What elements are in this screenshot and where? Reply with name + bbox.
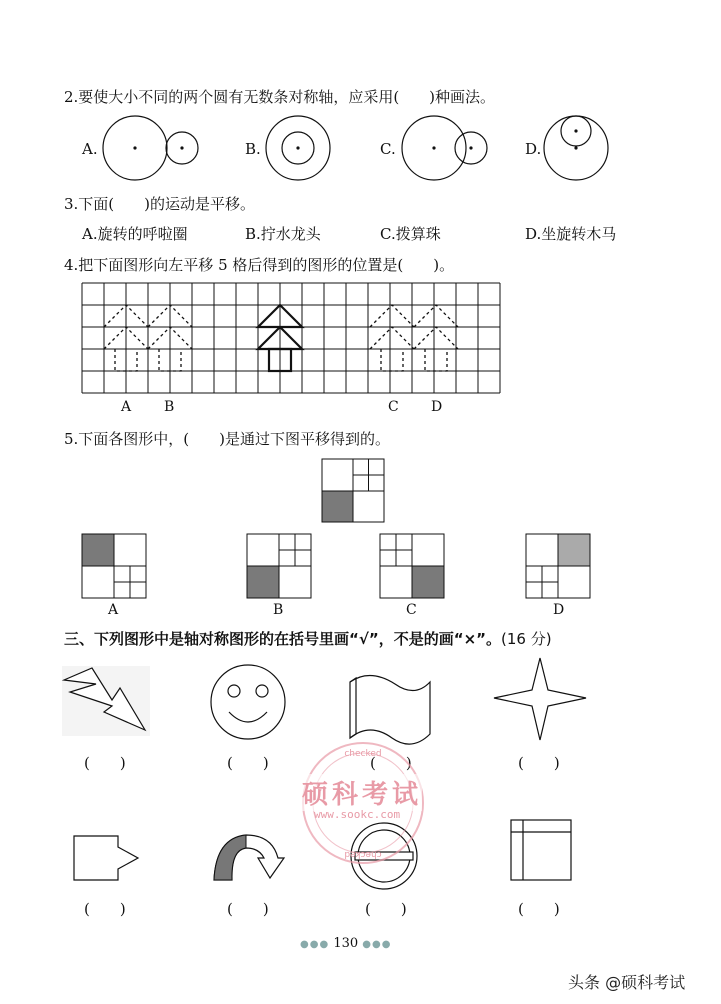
q4-label-d: D [431,399,443,415]
question-2-text: 2.要使大小不同的两个圆有无数条对称轴，应采用( )种画法。 [64,88,496,106]
watermark-ring-text: checked [344,749,382,759]
question-4-text: 4.把下面图形向左平移 5 格后得到的图形的位置是( )。 [64,256,455,274]
answer-paren-7[interactable]: ( ) [365,900,407,918]
watermark-url: www.sookc.com [314,808,401,821]
q4-label-c: C [388,399,399,415]
footer-attribution: 头条 @硕科考试 [568,973,686,992]
four-point-star-shape [494,658,586,740]
answer-paren-2[interactable]: ( ) [227,754,269,772]
q3-option-b: B.拧水龙头 [245,225,321,243]
page-number-dots-left: ●●● [300,939,330,950]
lined-square-shape [511,820,571,880]
q5-label-b: B [273,602,284,618]
q2-option-c-label: C. [380,140,396,158]
page-number-dots-right: ●●● [362,939,392,950]
q2-option-a-label: A. [82,140,98,158]
q2-option-b-label: B. [245,140,261,158]
arrow-block-shape [74,836,138,880]
question-3-text: 3.下面( )的运动是平移。 [64,195,256,213]
answer-paren-3[interactable]: ( ) [370,754,412,772]
watermark-stamp [298,738,428,868]
q4-label-b: B [164,399,175,415]
watermark-title: 硕科考试 [302,774,422,811]
q3-option-d: D.坐旋转木马 [525,225,617,243]
section-3-title: 三、下列图形中是轴对称图形的在括号里画“√”，不是的画“×”。 [64,630,502,648]
answer-paren-4[interactable]: ( ) [518,754,560,772]
page-number: 130 [333,936,359,951]
q5-label-a: A [108,602,119,618]
answer-paren-5[interactable]: ( ) [84,900,126,918]
answer-paren-6[interactable]: ( ) [227,900,269,918]
answer-paren-8[interactable]: ( ) [518,900,560,918]
q2-option-d-label: D. [525,140,542,158]
waving-flag-shape [350,675,430,744]
q5-label-c: C [406,602,417,618]
q3-option-a: A.旋转的呼啦圈 [82,225,188,243]
page-number-row [300,936,391,951]
watermark-ring-text-bottom: checked [344,849,382,859]
q4-label-a: A [121,399,132,415]
q3-option-c: C.拨算珠 [380,225,441,243]
q5-label-d: D [553,602,565,618]
lightning-bolt-shape [62,666,150,736]
answer-paren-1[interactable]: ( ) [84,754,126,772]
smiley-face-shape [211,665,285,739]
curved-arrow-shape [214,835,284,880]
section-3-points: (16 分) [501,630,552,648]
question-5-text: 5.下面各图形中，( )是通过下图平移得到的。 [64,430,391,448]
